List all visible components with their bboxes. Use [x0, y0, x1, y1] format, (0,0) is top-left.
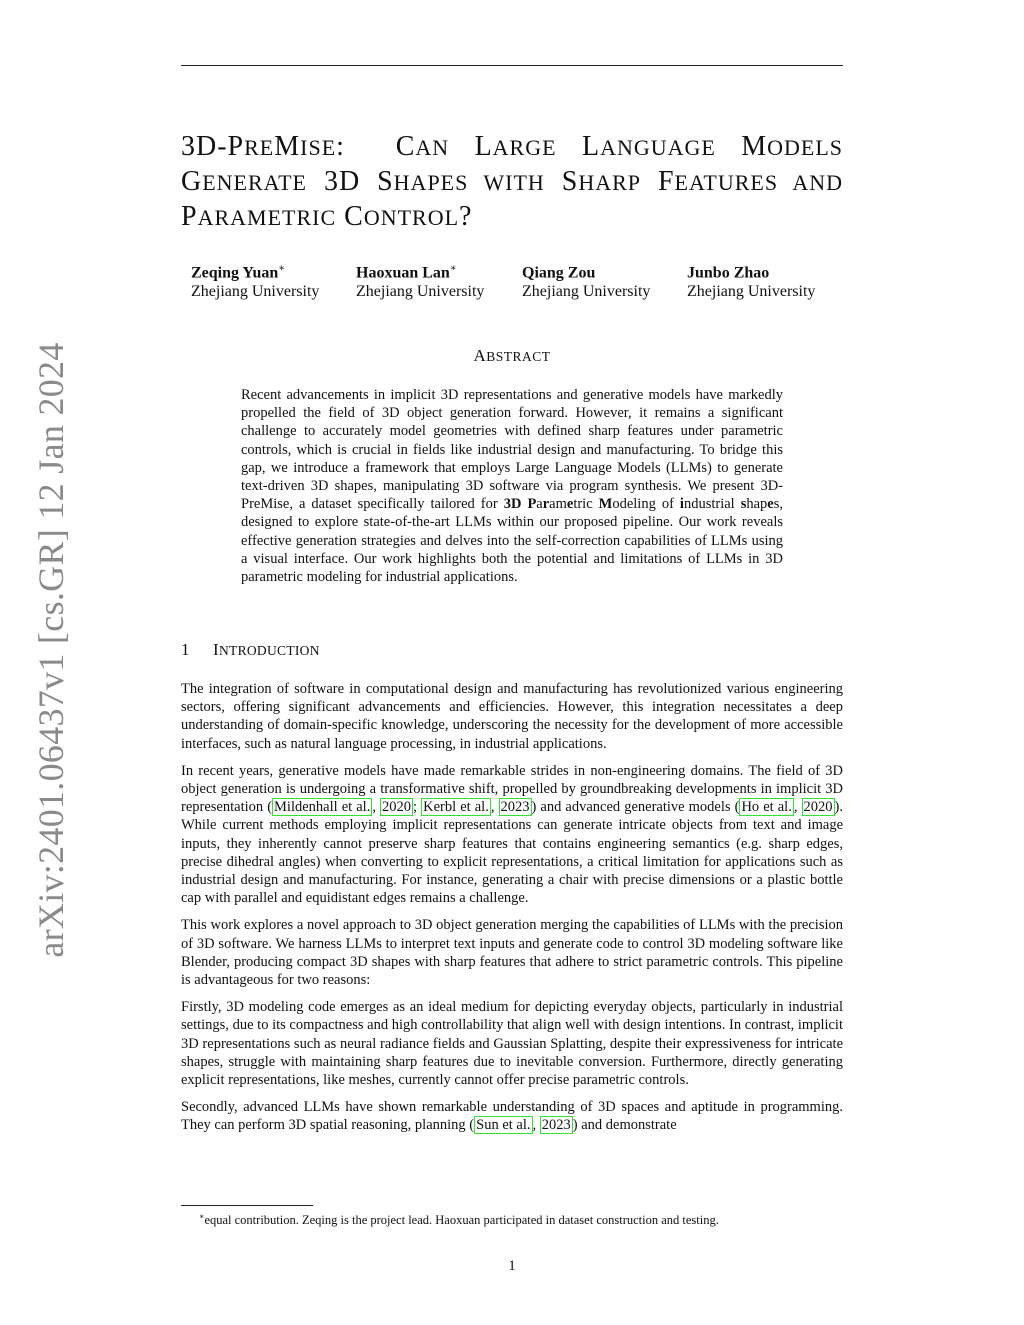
- citation-link[interactable]: 2020: [382, 799, 412, 816]
- introduction-body: [181, 680, 843, 1144]
- author-4: [687, 259, 815, 301]
- section-number: 1: [181, 640, 190, 659]
- paragraph: In recent years, generative models have made remarkable strides in non-engineering domains. The field of 3D object generation is undergoing a transformative shift, propelled by groundbreaking developments in implicit 3D representation ( Mildenhall et al. , 2020 ; Kerbl et al. , 2023 ) and advanced generative models ( Ho et al. , 2020 ). While current methods employing implicit representations can generate intricate objects from text and image inputs, they inherently cannot preserve sharp features that contains engineering semantics (e.g. sharp edges, precise dihedral angles) when converting to explicit representations, a critical limitation for applications such as industrial design and manufacturing. For instance, generating a chair with precise dimensions or a plastic bottle cap with parallel and equidistant edges remains a challenge.: [181, 762, 843, 907]
- author-affiliation: Zhejiang University: [687, 283, 816, 301]
- footnote-mark: ∗: [199, 1212, 205, 1221]
- paragraph: This work explores a novel approach to 3D object generation merging the capabilities of LLMs with the precision of 3D software. We harness LLMs to interpret text inputs and generate code to control 3D modeling software like Blender, producing compact 3D shapes with sharp features that adhere to strict parametric controls. This pipeline is advantageous for two reasons:: [181, 917, 843, 989]
- citation-link[interactable]: 2023: [541, 1117, 571, 1134]
- author-name: Zeqing Yuan: [191, 264, 279, 282]
- arxiv-identifier[interactable]: arXiv:2401.06437v1 [cs.GR] 12 Jan 2024: [31, 342, 71, 958]
- title-line-1: 3D-PREMISE: CAN LARGE LANGUAGE MODELS: [181, 131, 844, 162]
- author-list: [191, 259, 831, 303]
- title-line-2: GENERATE 3D SHAPES WITH SHARP FEATURES AND: [181, 166, 843, 197]
- citation-link[interactable]: Sun et al.: [476, 1117, 531, 1134]
- equal-contribution-mark: ∗: [449, 263, 457, 274]
- author-1: [191, 259, 319, 301]
- citation-link[interactable]: Kerbl et al.: [423, 799, 489, 816]
- citation-link[interactable]: Ho et al.: [741, 799, 792, 816]
- citation-link[interactable]: Mildenhall et al.: [274, 799, 371, 816]
- header-rule: [181, 65, 843, 66]
- citation-link[interactable]: 2023: [500, 799, 530, 816]
- author-2: [356, 259, 484, 301]
- section-heading-introduction: [181, 640, 320, 660]
- author-3: [522, 259, 650, 301]
- paper-title: [181, 130, 843, 235]
- abstract-heading: ABSTRACT: [473, 346, 551, 365]
- author-affiliation: Zhejiang University: [522, 283, 651, 301]
- author-affiliation: Zhejiang University: [191, 283, 320, 301]
- title-line-3: PARAMETRIC CONTROL?: [181, 201, 473, 232]
- paragraph: The integration of software in computational design and manufacturing has revolutionized various engineering sectors, offering significant advancements and efficiencies. However, this integration necessitates a deep understanding of domain-specific knowledge, underscoring the necessity for the development of more accessible interfaces, such as natural language processing, in industrial applications.: [181, 681, 843, 752]
- author-affiliation: Zhejiang University: [356, 283, 485, 301]
- paragraph: Firstly, 3D modeling code emerges as an ideal medium for depicting everyday objects, particularly in industrial settings, due to its compactness and high controllability that align well with design intentions. In contrast, implicit 3D representations such as neural radiance fields and Gaussian Splatting, despite their expressiveness for intricate shapes, struggle with maintaining sharp features due to inevitable conversion. Furthermore, directly generating explicit representations, like meshes, currently cannot offer precise parametric controls.: [181, 999, 843, 1089]
- author-name: Qiang Zou: [522, 264, 596, 282]
- footnote: [181, 1209, 843, 1228]
- page-number: 1: [508, 1258, 516, 1274]
- author-name: Junbo Zhao: [687, 264, 770, 282]
- section-title: INTRODUCTION: [213, 640, 320, 659]
- paragraph: Secondly, advanced LLMs have shown remarkable understanding of 3D spaces and aptitude in programming. They can perform 3D spatial reasoning, planning ( Sun et al. , 2023 ) and demonstrate: [181, 1099, 843, 1134]
- equal-contribution-mark: ∗: [278, 263, 286, 274]
- dataset-acronym: 3D Parametric Modeling of industrial shapes: [503, 496, 780, 513]
- footnote-text: equal contribution. Zeqing is the project lead. Haoxuan participated in dataset construction and testing.: [204, 1213, 719, 1228]
- abstract-text: Recent advancements in implicit 3D representations and generative models have markedly propelled the field of 3D object generation forward. However, it remains a significant challenge to accurately model geometries with defined sharp features under parametric controls, which is crucial in fields like industrial design and manufacturing. To bridge this gap, we introduce a framework that employs Large Language Models (LLMs) to generate text-driven 3D shapes, manipulating 3D software via program synthesis. We present 3D-PreMise, a dataset specifically tailored for 3D Parametric Modeling of industrial shapes, designed to explore state-of-the-art LLMs within our proposed pipeline. Our work reveals effective generation strategies and delves into the self-correction capabilities of LLMs using a visual interface. Our work highlights both the potential and limitations of LLMs in 3D parametric modeling for industrial applications.: [241, 387, 784, 586]
- footnote-rule: [181, 1205, 313, 1206]
- citation-link[interactable]: 2020: [803, 799, 833, 816]
- author-name: Haoxuan Lan: [356, 264, 450, 282]
